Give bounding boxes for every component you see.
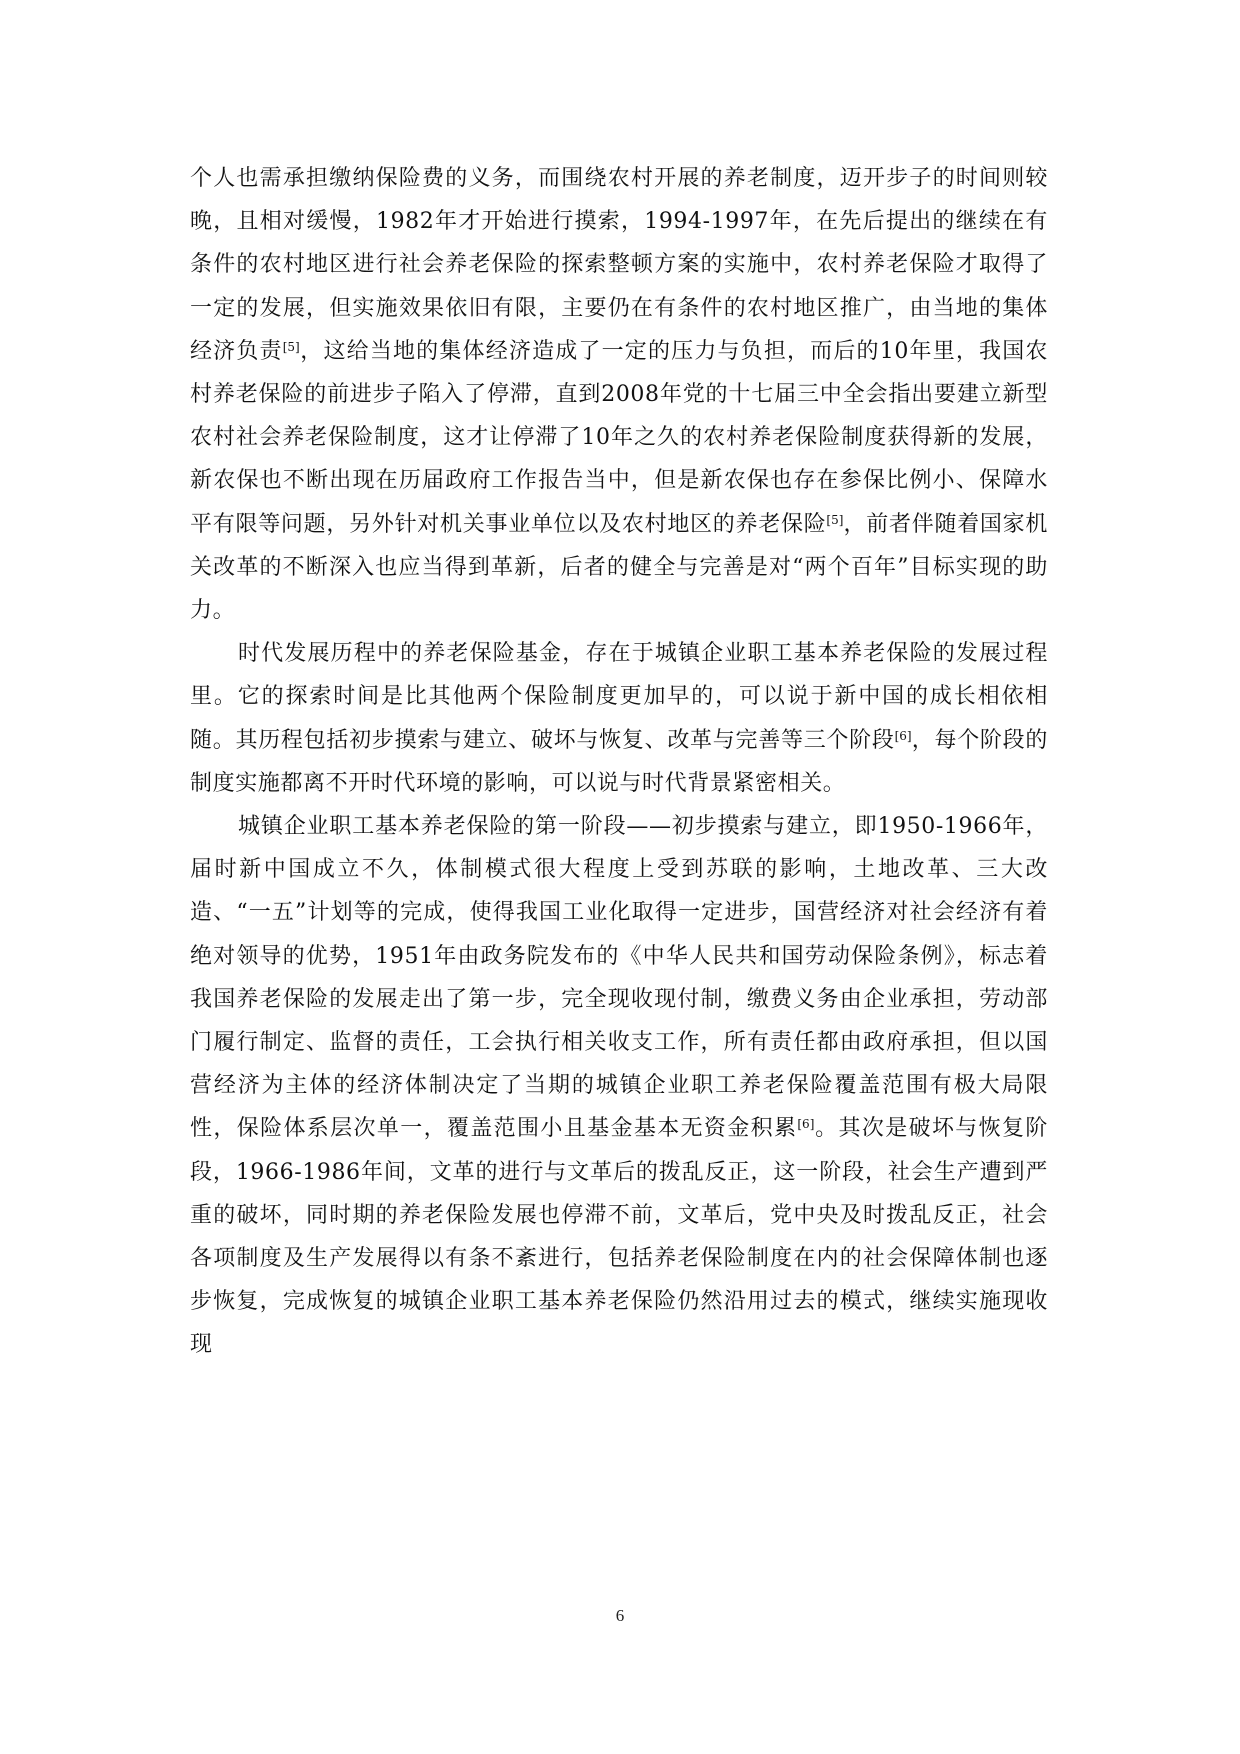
paragraph-text: 城镇企业职工基本养老保险的第一阶段——初步摸索与建立，即1950-1966年，届时新中国成立不久，体制模式很大程度上受到苏联的影响，土地改革、三大改造、“一五”计划等的完成，使得我国工业化取得一定进步，国营经济对社会经济有着绝对领导的优势，1951年由政务院发布的《中华人民共和国劳动保险条例》，标志着我国养老保险的发展走出了第一步，完全现收现付制，缴费义务由企业承担，劳动部门履行制定、监督的责任，工会执行相关收支工作，所有责任都由政府承担，但以国营经济为主体的经济体制决定了当期的城镇企业职工养老保险覆盖范围有极大局限性，保险体系层次单一，覆盖范围小且基金基本无资金积累 [190,814,1048,1142]
paragraph-text: 。其次是破坏与恢复阶段，1966-1986年间，文革的进行与文革后的拨乱反正，这一阶段，社会生产遭到严重的破坏，同时期的养老保险发展也停滞不前，文革后，党中央及时拨乱反正，社会各项制度及生产发展得以有条不紊进行，包括养老保险制度在内的社会保障体制也逐步恢复，完成恢复的城镇企业职工基本养老保险仍然沿用过去的模式，继续实施现收现 [190,1116,1048,1358]
citation-ref: [5] [282,339,300,354]
paragraph-text: 个人也需承担缴纳保险费的义务，而围绕农村开展的养老制度，迈开步子的时间则较晚，且相对缓慢，1982年才开始进行摸索，1994-1997年，在先后提出的继续在有条件的农村地区进行社会养老保险的探索整顿方案的实施中，农村养老保险才取得了一定的发展，但实施效果依旧有限，主要仍在有条件的农村地区推广，由当地的集体经济负责 [190,166,1048,364]
citation-ref: [6] [797,1117,815,1132]
paragraph-text: 时代发展历程中的养老保险基金，存在于城镇企业职工基本养老保险的发展过程里。它的探索时间是比其他两个保险制度更加早的，可以说于新中国的成长相依相随。其历程包括初步摸索与建立、破坏与恢复、改革与完善等三个阶段 [190,641,1048,753]
body-text [190,157,1048,1367]
paragraph-text: ，前者伴随着国家机关改革的不断深入也应当得到革新，后者的健全与完善是对“两个百年”目标实现的助力。 [190,511,1048,624]
page-number: 6 [615,1606,625,1625]
paragraph-text: ，每个阶段的制度实施都离不开时代环境的影响，可以说与时代背景紧密相关。 [190,727,1048,796]
paragraph-text: ，这给当地的集体经济造成了一定的压力与负担，而后的10年里，我国农村养老保险的前进步子陷入了停滞，直到2008年党的十七届三中全会指出要建立新型农村社会养老保险制度，这才让停滞了10年之久的农村养老保险制度获得新的发展，新农保也不断出现在历届政府工作报告当中，但是新农保也存在参保比例小、保障水平有限等问题，另外针对机关事业单位以及农村地区的养老保险 [190,338,1049,537]
paragraph [190,805,1048,1367]
citation-ref: [6] [894,728,912,743]
paragraph [190,632,1048,805]
citation-ref: [5] [826,512,844,527]
paragraph [190,157,1048,632]
